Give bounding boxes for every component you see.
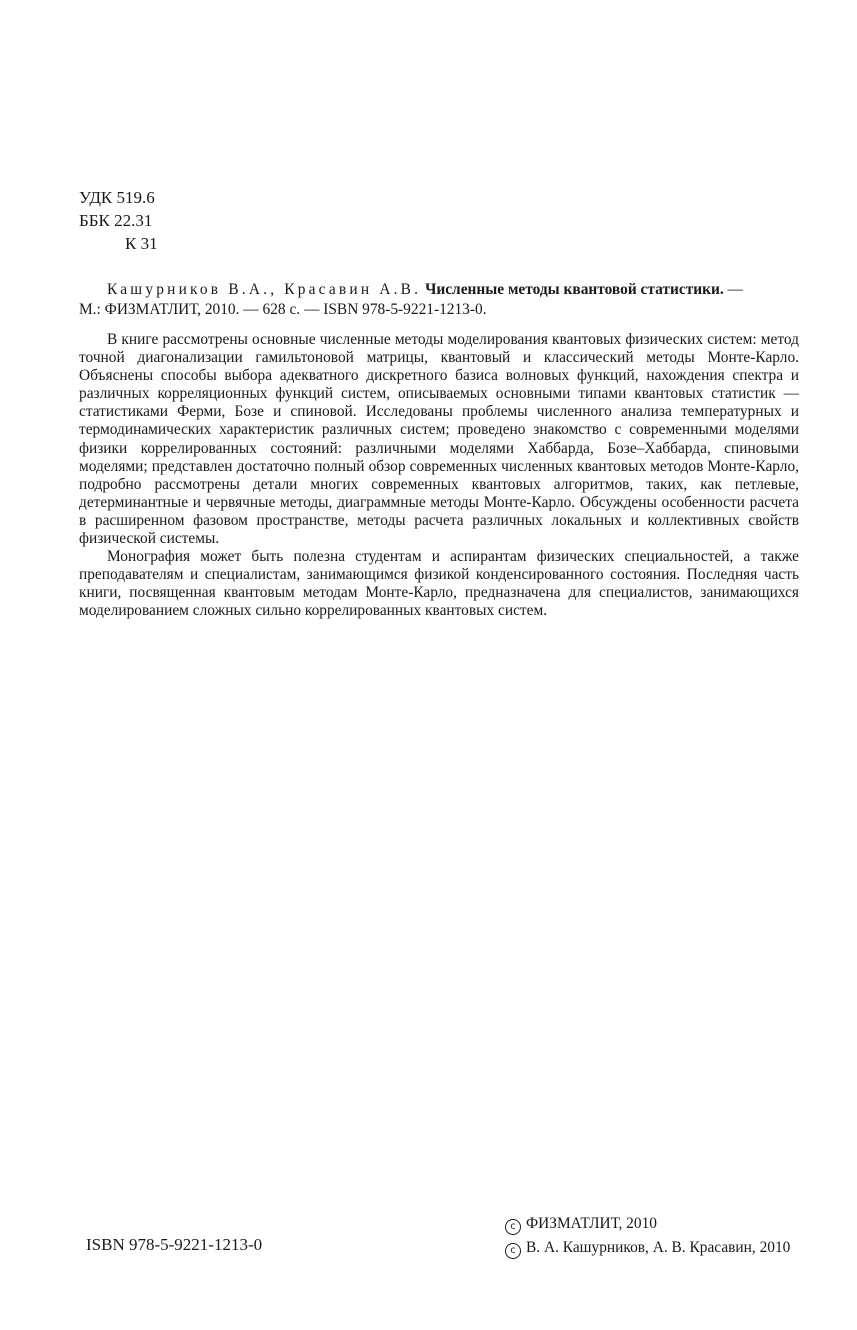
udk-code: УДК 519.6	[79, 188, 155, 207]
abstract-paragraph: Монография может быть полезна студентам и аспирантам физических специальностей, а также преподавателям и специалистам, занимающимся физикой конденсированного состояния. Последняя часть книги, посвященная квантовым методам Монте-Карло, предназначена для специалистов, занимающихся моделированием сложных сильно коррелированных квантовых систем.	[79, 548, 799, 620]
copyright-publisher: c ФИЗМАТЛИТ, 2010	[505, 1212, 790, 1236]
copyright-authors: c В. А. Кашурников, А. В. Красавин, 2010	[505, 1236, 790, 1260]
book-title: Численные методы квантовой статистики.	[425, 281, 724, 298]
abstract-paragraph: В книге рассмотрены основные численные методы моделирования квантовых физических систем: метод точной диагонализации гамильтоновой матрицы, квантовый и классический методы Монте-Карло. Объяснены способы выбора адекватного дискретного базиса волновых функций, нахождения спектра и различных корреляционных функций систем, описываемых основными типами квантовых статистик — статистиками Ферми, Бозе и спиновой. Исследованы проблемы численного анализа температурных и термодинамических характеристик различных систем; проведено знакомство с современными моделями физики коррелированных состояний: различными моделями Хаббарда, Бозе–Хаббарда, спиновыми моделями; представлен достаточно полный обзор современных численных квантовых методов Монте-Карло, подробно рассмотрены детали многих современных квантовых алгоритмов, таких, как петлевые, детерминантные и червячные методы, диаграммные методы Монте-Карло. Обсуждены особенности расчета в расширенном фазовом пространстве, методы расчета различных локальных и коллективных свойств физической системы.	[79, 331, 799, 548]
copyright-icon: c	[505, 1219, 521, 1235]
imprint-dash: —	[723, 281, 743, 298]
author-mark: К 31	[125, 234, 158, 253]
copyright-block	[505, 1212, 790, 1260]
isbn: ISBN 978-5-9221-1213-0	[86, 1235, 263, 1254]
classification-block	[79, 186, 158, 255]
abstract	[79, 331, 799, 621]
bbk-code: ББК 22.31	[79, 211, 153, 230]
bibliographic-entry	[79, 280, 799, 320]
authors: Кашурников В.А., Красавин А.В.	[107, 281, 422, 298]
imprint: М.: ФИЗМАТЛИТ, 2010. — 628 с. — ISBN 978-5-9221-1213-0.	[79, 301, 487, 318]
copyright-icon: c	[505, 1243, 521, 1259]
